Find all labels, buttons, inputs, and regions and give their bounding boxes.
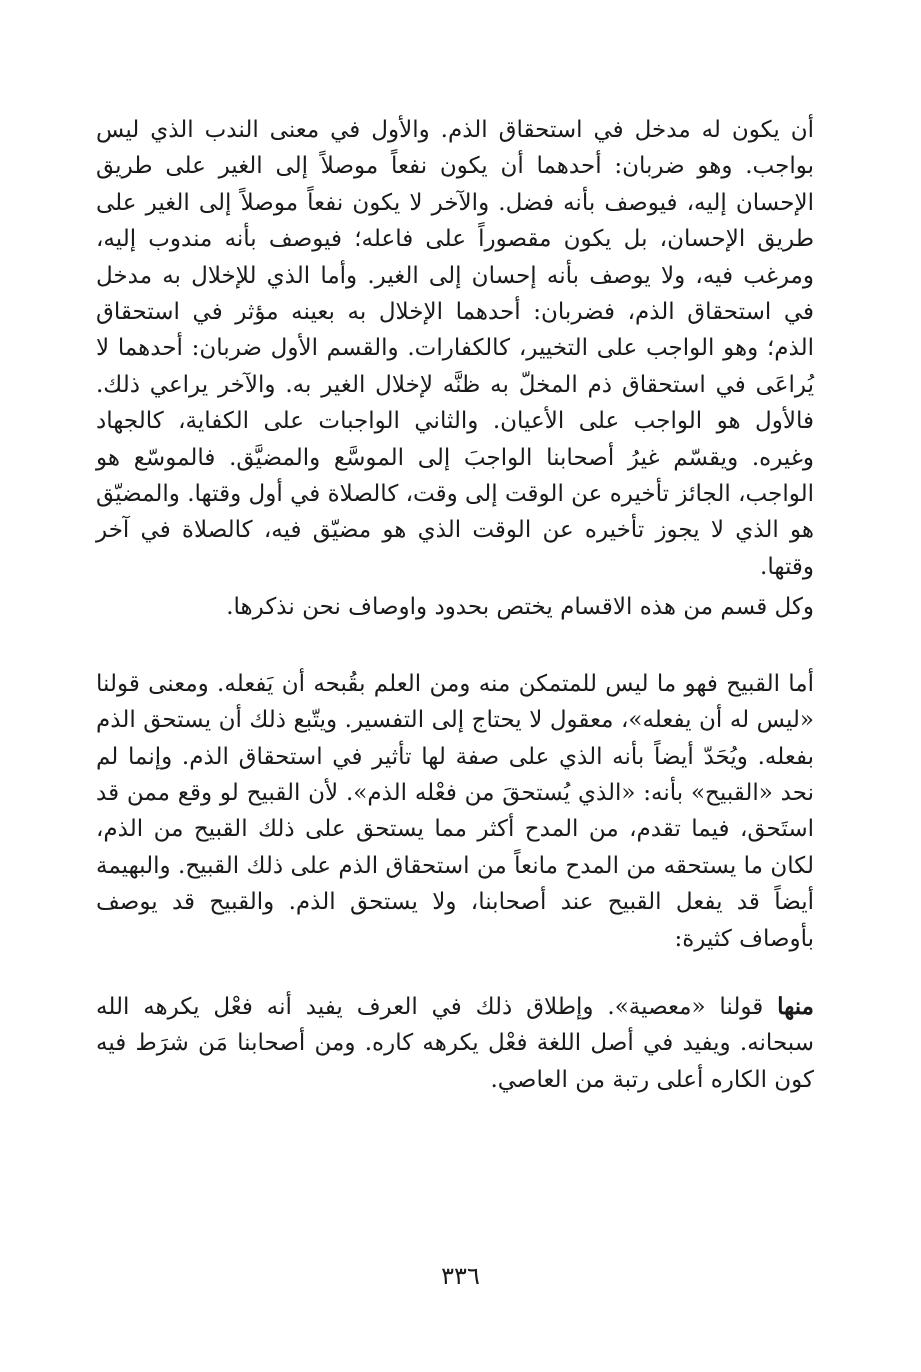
paragraph-section-note: وكل قسم من هذه الاقسام يختص بحدود واوصاف نحن نذكرها.	[226, 594, 814, 621]
page-number: ٣٣٦	[441, 1262, 480, 1290]
paragraph-obligatory-divisions: أن يكون له مدخل في استحقاق الذم. والأول في معنى الندب الذي ليس بواجب. وهو ضربان: أحدهما أن يكون نفعاً موصلاً إلى الغير على طريق الإحسان إليه، فيوصف بأنه فضل. والآخر لا يكون نفعاً موصلاً إلى الغير على طريق الإحسان، بل يكون مقصوراً على فاعله؛ فيوصف بأنه مندوب إليه، ومرغب فيه، ولا يوصف بأنه إحسان إلى الغير. وأما الذي للإخلال به مدخل في استحقاق الذم، فضربان: أحدهما الإخلال به بعينه مؤثر في استحقاق الذم؛ وهو الواجب على التخيير، كالكفارات. والقسم الأول ضربان: أحدهما لا يُراعَى في استحقاق ذم المخلّ به ظنَّه لإخلال الغير به. والآخر يراعي ذلك. فالأول هو الواجب على الأعيان. والثاني الواجبات على الكفاية، كالجهاد وغيره. ويقسّم غيرُ أصحابنا الواجبَ إلى الموسَّع والمضيَّق. فالموسّع هو الواجب، الجائز تأخيره عن الوقت إلى وقت، كالصلاة في أول وقتها. والمضيّق هو الذي لا يجوز تأخيره عن الوقت الذي هو مضيّق فيه، كالصلاة في آخر وقتها.	[96, 117, 814, 580]
page-body	[96, 112, 814, 1098]
paragraph-disobedience	[96, 989, 814, 1098]
paragraph-gap	[96, 957, 814, 989]
lead-word: منها	[777, 992, 814, 1020]
paragraph-gap	[96, 626, 814, 666]
paragraph-disobedience-text: قولنا «معصية». وإطلاق ذلك في العرف يفيد أنه فعْل يكرهه الله سبحانه. ويفيد في أصل اللغة فعْل يكرهه كاره. ومن أصحابنا مَن شرَط فيه كون الكاره أعلى رتبة من العاصي.	[96, 993, 814, 1093]
paragraph-definition-of-evil: أما القبيح فهو ما ليس للمتمكن منه ومن العلم بقُبحه أن يَفعله. ومعنى قولنا «ليس له أن يفعله»، معقول لا يحتاج إلى التفسير. ويتّبع ذلك أن يستحق الذم بفعله. ويُحَدّ أيضاً بأنه الذي على صفة لها تأثير في استحقاق الذم. وإنما لم نحد «القبيح» بأنه: «الذي يُستحقَ من فعْله الذم». لأن القبيح لو وقع ممن قد استَحق، فيما تقدم، من المدح أكثر مما يستحق على ذلك القبيح من الذم، لكان ما يستحقه من المدح مانعاً من استحقاق الذم على ذلك القبيح. والبهيمة أيضاً قد يفعل القبيح عند أصحابنا، ولا يستحق الذم. والقبيح قد يوصف بأوصاف كثيرة:	[96, 670, 814, 952]
